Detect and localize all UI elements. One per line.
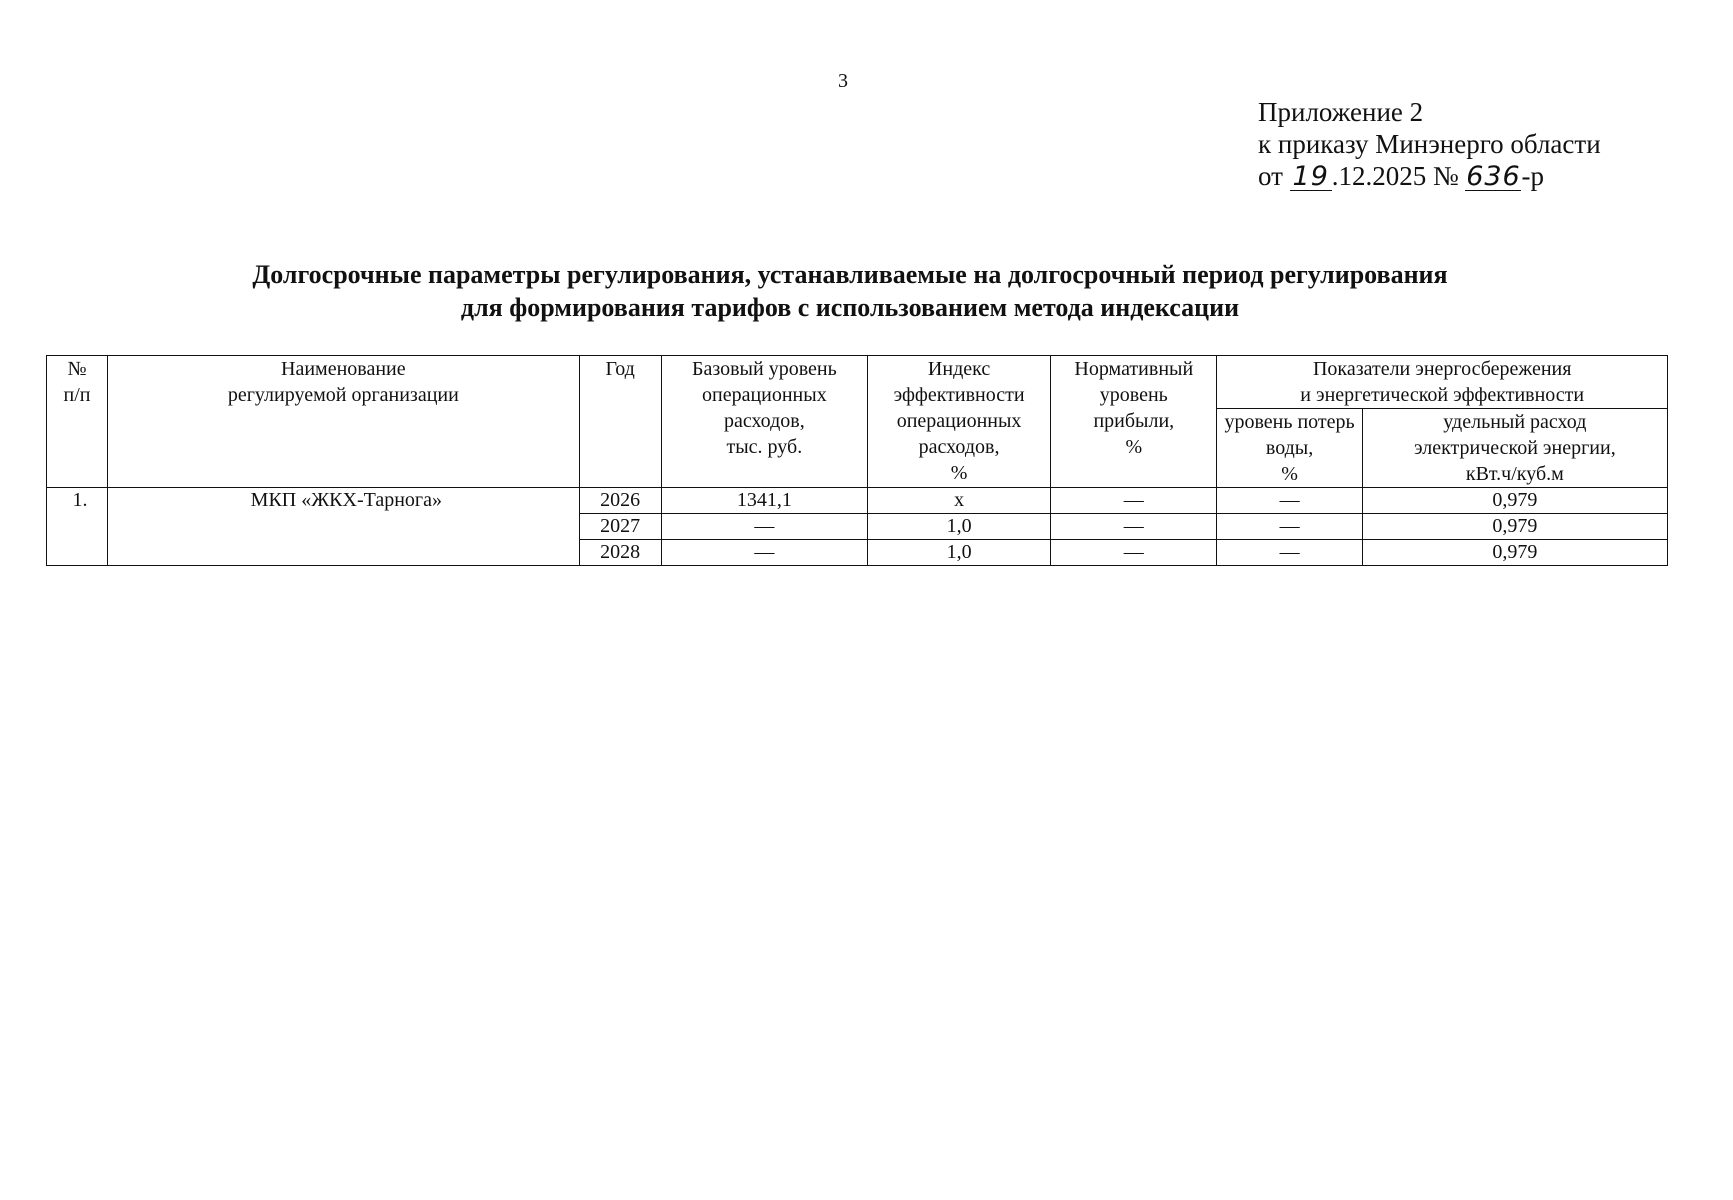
appendix-block: [1258, 96, 1601, 192]
header-profit-level: Нормативный уровень прибыли, %: [1051, 356, 1217, 488]
parameters-table: [46, 355, 1668, 566]
cell-efficiency-index: 1,0: [868, 540, 1051, 566]
date-prefix: от: [1258, 161, 1283, 191]
cell-energy-consumption: 0,979: [1362, 540, 1667, 566]
table-header-row-1: [47, 356, 1668, 409]
header-base-opex: Базовый уровень операционных расходов, тыс. руб.: [661, 356, 867, 488]
cell-year: 2026: [579, 488, 661, 514]
cell-efficiency-index: 1,0: [868, 514, 1051, 540]
header-energy-indicators: Показатели энергосбережения и энергетической эффективности: [1217, 356, 1668, 409]
organization-name: МКП «ЖКХ-Тарнога»: [108, 488, 580, 566]
document-title-line-1: Долгосрочные параметры регулирования, устанавливаемые на долгосрочный период регулирования: [252, 260, 1448, 289]
header-energy-consumption: удельный расход электрической энергии, кВт.ч/куб.м: [1362, 409, 1667, 488]
cell-energy-consumption: 0,979: [1362, 488, 1667, 514]
handwritten-order-number: 636: [1466, 161, 1521, 192]
cell-profit-level: —: [1051, 488, 1217, 514]
cell-profit-level: —: [1051, 540, 1217, 566]
header-year: Год: [579, 356, 661, 488]
cell-energy-consumption: 0,979: [1362, 514, 1667, 540]
cell-efficiency-index: х: [868, 488, 1051, 514]
document-title: [0, 258, 1700, 324]
cell-year: 2027: [579, 514, 661, 540]
header-name: Наименование регулируемой организации: [108, 356, 580, 488]
cell-year: 2028: [579, 540, 661, 566]
header-num: № п/п: [47, 356, 108, 488]
order-suffix: -р: [1521, 161, 1544, 191]
appendix-order-reference: к приказу Минэнерго области: [1258, 129, 1601, 159]
table-row: [47, 488, 1668, 514]
cell-water-loss: —: [1217, 540, 1362, 566]
appendix-date-line: [1258, 160, 1601, 192]
header-water-loss: уровень потерь воды, %: [1217, 409, 1362, 488]
cell-base-opex: —: [661, 540, 867, 566]
handwritten-day: 19: [1290, 164, 1332, 191]
page-number: 3: [838, 70, 848, 92]
row-number: 1.: [47, 488, 108, 566]
cell-water-loss: —: [1217, 514, 1362, 540]
document-title-line-2: для формирования тарифов с использованием метода индексации: [460, 293, 1240, 322]
cell-base-opex: 1341,1: [661, 488, 867, 514]
header-efficiency-index: Индекс эффективности операционных расходов, %: [868, 356, 1051, 488]
date-rest: .12.2025 №: [1331, 161, 1459, 191]
cell-profit-level: —: [1051, 514, 1217, 540]
appendix-title: Приложение 2: [1258, 97, 1424, 127]
cell-base-opex: —: [661, 514, 867, 540]
cell-water-loss: —: [1217, 488, 1362, 514]
